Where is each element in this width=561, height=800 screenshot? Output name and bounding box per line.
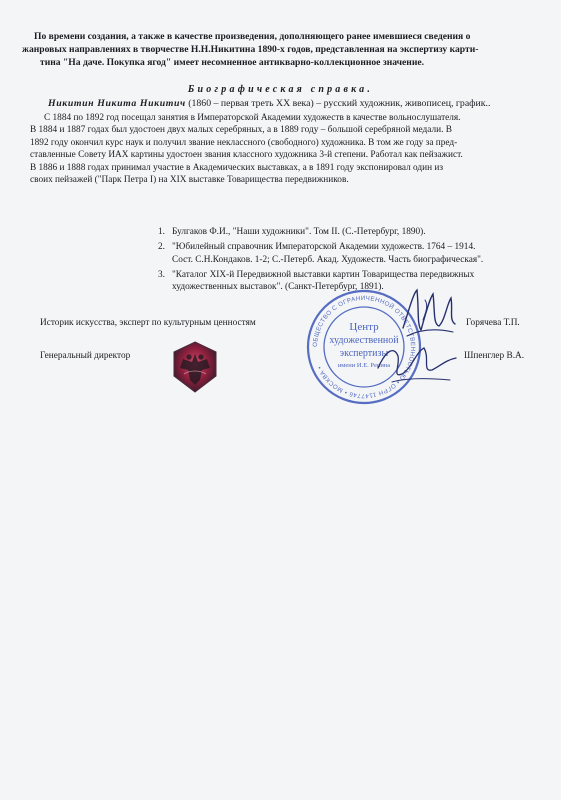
reference-line: художественных выставок". (Санкт-Петербург, 1891).	[172, 282, 384, 293]
bio-line: своих пейзажей ("Парк Петра I) на XIX выставке Товарищества передвижников.	[30, 175, 349, 186]
intro-line: тина "На даче. Покупка ягод" имеет несомненное антикварно-коллекционное значение.	[40, 57, 425, 68]
bio-line: 1892 году окончил курс наук и получил звание неклассного (свободного) художника. В том же году за пред-	[30, 137, 458, 148]
signature-shpengler	[372, 338, 462, 388]
artist-name: Никитин Никита Никитич	[48, 98, 186, 109]
reference-number: 3.	[158, 269, 165, 280]
signer-role: Историк искусства, эксперт по культурным ценностям	[40, 318, 256, 328]
hologram-seal	[170, 340, 220, 394]
references-list	[158, 226, 548, 296]
bio-line: В 1884 и 1887 годах был удостоен двух малых серебряных, а в 1889 году – большой серебряной медали. В	[30, 125, 452, 136]
reference-line: Булгаков Ф.И., "Наши художники". Том II. (С.-Петербург, 1890).	[172, 227, 426, 237]
reference-number: 1.	[158, 227, 165, 237]
reference-item	[158, 241, 548, 266]
bio-line: В 1886 и 1888 годах принимал участие в Академических выставках, а в 1891 году экспонировал один из	[30, 162, 444, 173]
signer-name: Горячева Т.П.	[466, 318, 520, 328]
stamp-line: Центр	[349, 321, 379, 333]
section-heading: Биографическая справка.	[187, 84, 374, 95]
intro-line: По времени создания, а также в качестве произведения, дополняющего ранее имевшиеся сведения о	[34, 31, 471, 42]
stamp-line: имени И.Е. Репина	[337, 362, 391, 369]
signer-role: Генеральный директор	[40, 351, 131, 361]
bio-line: С 1884 по 1892 год посещал занятия в Императорской Академии художеств в качестве вольнослушателя.	[44, 113, 461, 123]
stamp-ring-text: ОБЩЕСТВО С ОГРАНИЧЕННОЙ ОТВЕТСТВЕННОСТЬЮ • ОГРН 1147746 • МОСКВА •	[311, 294, 417, 400]
artist-dates: (1860 – первая треть XX века) – русский художник, живописец, график..	[185, 98, 491, 109]
reference-item	[158, 226, 548, 238]
intro-paragraph	[22, 30, 542, 69]
signer-name: Шпенглер В.А.	[464, 351, 525, 361]
reference-line: "Каталог XIX-й Передвижной выставки картин Товарищества передвижных	[172, 269, 475, 280]
stamp-line: художественной	[329, 335, 399, 346]
reference-line: "Юбилейный справочник Императорской Академии художеств. 1764 – 1914.	[172, 242, 476, 253]
reference-line: Сост. С.Н.Кондаков. 1-2; С.-Петерб. Акад. Художеств. Часть биографическая".	[172, 254, 484, 265]
artist-title	[48, 98, 548, 109]
bio-line: ставленные Совету ИАХ картины удостоен звания классного художника 3-й степени. Работал как пейзажист.	[30, 150, 463, 161]
reference-number: 2.	[158, 242, 165, 253]
biography-text	[30, 112, 540, 186]
stamp-line: экспертизы	[339, 348, 389, 359]
intro-line: жанровых направлениях в творчестве Н.Н.Никитина 1890-х годов, представленная на экспертизу карти-	[22, 44, 479, 55]
